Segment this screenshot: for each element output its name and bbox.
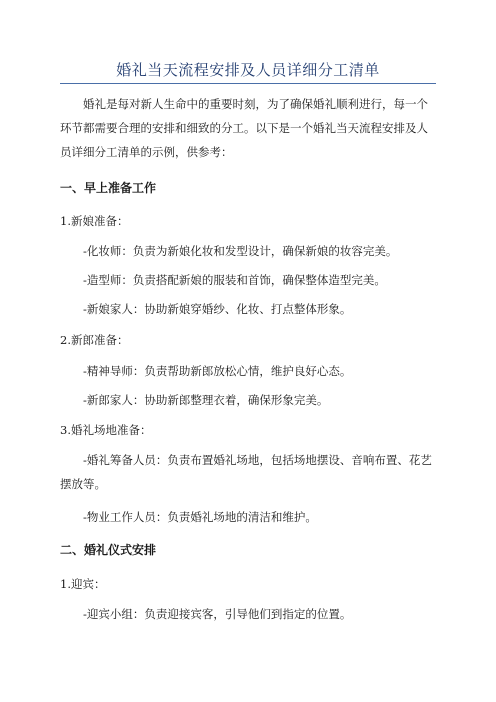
list-item: -物业工作人员：负责婚礼场地的清洁和维护。 bbox=[83, 510, 317, 524]
section-heading: 一、早上准备工作 bbox=[60, 181, 157, 195]
document-title: 婚礼当天流程安排及人员详细分工清单 bbox=[116, 61, 380, 79]
subsection-label: 2.新郎准备： bbox=[60, 333, 129, 347]
subsection-label: 1.新娘准备： bbox=[60, 214, 129, 228]
list-item: -新娘家人：协助新娘穿婚纱、化妆、打点整体形象。 bbox=[83, 302, 352, 316]
list-item: -化妆师：负责为新娘化妆和发型设计，确保新娘的妆容完美。 bbox=[83, 244, 398, 258]
section-heading: 二、婚礼仪式安排 bbox=[60, 543, 157, 557]
list-item: -造型师：负责搭配新娘的服装和首饰，确保整体造型完美。 bbox=[83, 273, 386, 287]
subsection-label: 3.婚礼场地准备： bbox=[60, 423, 152, 437]
subsection-label: 1.迎宾： bbox=[60, 577, 106, 591]
list-item: -新郎家人：协助新郎整理衣着，确保形象完美。 bbox=[83, 393, 329, 407]
list-item: -迎宾小组：负责迎接宾客，引导他们到指定的位置。 bbox=[83, 607, 352, 621]
list-item: -精神导师：负责帮助新郎放松心情，维护良好心态。 bbox=[83, 364, 352, 378]
title-underline bbox=[60, 83, 436, 84]
list-item: -婚礼筹备人员：负责布置婚礼场地，包括场地摆设、音响布置、花艺摆放等。 bbox=[60, 453, 432, 491]
intro-paragraph: 婚礼是每对新人生命中的重要时刻，为了确保婚礼顺利进行，每一个环节都需要合理的安排和细致的分工。以下是一个婚礼当天流程安排及人员详细分工清单的示例，供参考： bbox=[60, 97, 428, 159]
